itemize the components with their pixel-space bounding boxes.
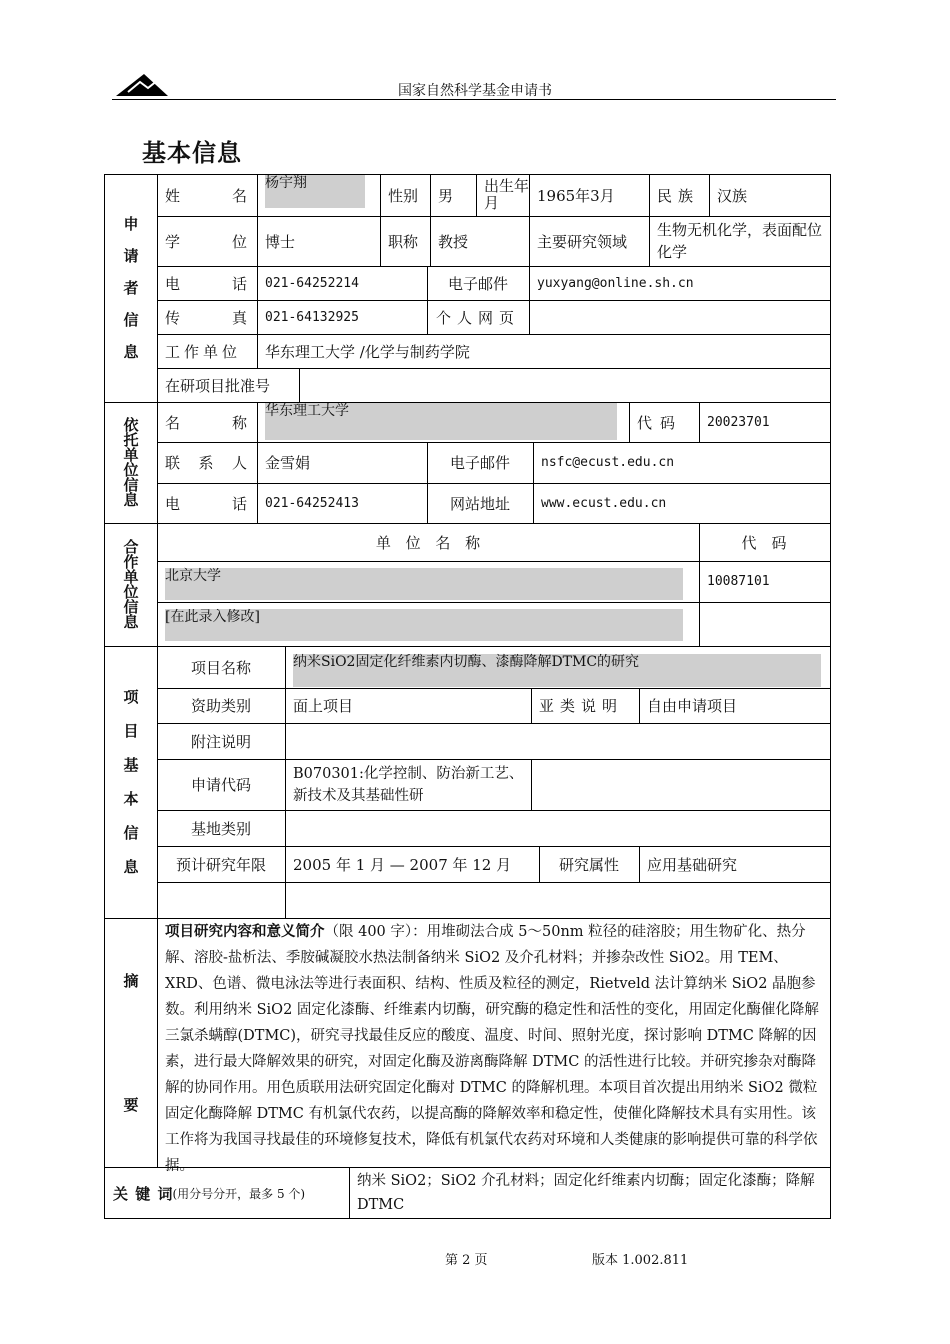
host-email-value[interactable]: nsfc@ecust.edu.cn <box>541 455 675 470</box>
gender-value[interactable]: 男 <box>438 187 454 205</box>
host-phone-value[interactable]: 021-64252413 <box>265 495 359 511</box>
project-name-label: 项目名称 <box>190 659 251 677</box>
keywords-section <box>104 1167 831 1219</box>
partner-unit-section <box>104 523 831 647</box>
abstract-section <box>104 918 831 1174</box>
partner-row-code[interactable] <box>699 602 829 646</box>
host-name-field[interactable]: 华东理工大学 <box>257 403 629 442</box>
apply-code-value[interactable]: B070301:化学控制、防治新工艺、新技术及其基础性研 <box>293 765 524 804</box>
base-type-value[interactable] <box>285 810 829 846</box>
funding-label: 资助类别 <box>190 697 251 715</box>
header-title: 国家自然科学基金申请书 <box>398 83 552 99</box>
period-value[interactable]: 2005 年 1 月 — 2007 年 12 月 <box>293 855 512 874</box>
partner-unit-header: 单 位 名 称 <box>375 534 481 552</box>
host-site-value[interactable]: www.ecust.edu.cn <box>541 495 667 511</box>
degree-value[interactable]: 博士 <box>265 232 296 251</box>
ongoing-project-value[interactable] <box>299 368 829 402</box>
project-side-label: 项 目 基 本 信 息 <box>123 688 139 876</box>
work-unit-label: 工作单位 <box>165 342 242 361</box>
name-label: 姓 名 <box>165 187 247 205</box>
keywords-label: 关 键 词 (用分号分开，最多 5 个) <box>113 1184 306 1203</box>
ethnic-value[interactable]: 汉族 <box>717 187 748 205</box>
abstract-heading: 项目研究内容和意义简介 <box>165 923 325 940</box>
email-value[interactable]: yuxyang@online.sh.cn <box>537 275 694 291</box>
header-divider <box>112 99 836 100</box>
applicant-side-label: 申 请 者 信 息 <box>123 215 139 361</box>
apply-code-label: 申请代码 <box>190 776 251 794</box>
research-attr-label: 研究属性 <box>558 855 619 874</box>
abstract-limit: （限 400 字）： <box>324 924 427 940</box>
homepage-label: 个人网页 <box>435 308 520 327</box>
research-attr-value[interactable]: 应用基础研究 <box>647 855 738 874</box>
host-site-label: 网站地址 <box>449 494 510 513</box>
title-value[interactable]: 教授 <box>438 232 469 251</box>
subtype-value[interactable]: 自由申请项目 <box>647 697 738 715</box>
applicant-name-field[interactable]: 杨宇翔 <box>257 175 381 216</box>
partner-code-header: 代 码 <box>741 534 787 552</box>
note-label: 附注说明 <box>190 732 251 751</box>
host-unit-section <box>104 402 831 524</box>
birth-value[interactable]: 1965年3月 <box>537 187 615 205</box>
host-code-label: 代码 <box>637 414 684 432</box>
funding-value[interactable]: 面上项目 <box>293 697 354 715</box>
birth-label: 出生年月 <box>484 177 529 212</box>
base-type-label: 基地类别 <box>190 819 251 838</box>
ongoing-project-label: 在研项目批准号 <box>165 376 271 395</box>
project-section <box>104 646 831 919</box>
abstract-body[interactable] <box>165 919 829 1179</box>
host-name-label: 名 称 <box>165 414 247 432</box>
fax-label: 传 真 <box>165 308 247 327</box>
fax-value[interactable]: 021-64132925 <box>265 309 359 325</box>
partner-row-name[interactable]: 北京大学 <box>157 561 699 602</box>
nsfc-logo-icon <box>114 70 170 98</box>
homepage-value[interactable] <box>529 300 829 334</box>
phone-label: 电 话 <box>165 274 247 293</box>
title-label: 职称 <box>388 232 419 251</box>
work-unit-value[interactable]: 华东理工大学 /化学与制药学院 <box>265 342 470 361</box>
host-phone-label: 电 话 <box>165 494 247 513</box>
page-title: 基本信息 <box>142 139 242 167</box>
email-label: 电子邮件 <box>447 274 508 293</box>
period-label: 预计研究年限 <box>175 855 266 874</box>
host-contact-value[interactable]: 金雪娟 <box>265 454 311 472</box>
abstract-side-label: 摘 要 <box>123 971 139 1114</box>
host-email-label: 电子邮件 <box>449 454 510 472</box>
host-contact-label: 联 系 人 <box>165 454 247 472</box>
partner-row-name[interactable]: [在此录入修改] <box>157 602 699 646</box>
abstract-text: 用堆砌法合成 5～50nm 粒径的硅溶胶；用生物矿化、热分解、溶胶-盐析法、季胺碱凝胶水热法制备纳米 SiO2 及介孔材料；并掺杂改性 SiO2。用 TEM、XRD、色谱、微电泳法等进行表面积、结构、性质及粒径的测定，Rietveld 法计算纳米 SiO2 晶胞参数。利用纳米 SiO2 固定化漆酶、纤维素内切酶，研究酶的稳定性和活性的变化，用固定化酶催化降解三氯杀螨醇(DTMC)，研究寻找最佳反应的酸度、温度、时间、照射光度，探讨影响 DTMC 降解的因素，进行最大降解效果的研究，对固定化酶及游离酶降解 DTMC 的活性进行比较。并研究掺杂对酶降解的协同作用。用色质联用法研究固定化酶对 DTMC 的降解机理。本项目首次提出用纳米 SiO2 微粒固定化酶降解 DTMC 有机氯代农药，以提高酶的降解效率和稳定性，使催化降解技术具有实用性。该工作将为我国寻找最佳的环境修复技术，降低有机氯代农药对环境和人类健康的影响提供可靠的科学依据。 <box>165 924 819 1174</box>
field-label: 主要研究领域 <box>537 232 628 251</box>
keywords-value[interactable]: 纳米 SiO2；SiO2 介孔材料；固定化纤维素内切酶；固定化漆酶；降解 DTMC <box>357 1173 815 1213</box>
note-value[interactable] <box>285 723 829 759</box>
ethnic-label: 民族 <box>657 187 700 205</box>
gender-label: 性别 <box>388 187 419 205</box>
field-value[interactable]: 生物无机化学，表面配位化学 <box>657 221 823 261</box>
version-label: 版本 1.002.811 <box>592 1253 689 1268</box>
applicant-section <box>104 174 831 403</box>
project-name-field[interactable]: 纳米SiO2固定化纤维素内切酶、漆酶降解DTMC的研究 <box>285 647 829 688</box>
phone-value[interactable]: 021-64252214 <box>265 275 359 291</box>
partner-side-label: 合 作 单 位 信 息 <box>123 538 139 631</box>
host-side-label: 依 托 单 位 信 息 <box>123 416 139 509</box>
subtype-label: 亚类说明 <box>539 697 624 715</box>
degree-label: 学 位 <box>165 232 247 251</box>
partner-row-code[interactable]: 10087101 <box>707 574 770 589</box>
host-code-value[interactable]: 20023701 <box>707 415 770 430</box>
page-number: 第 2 页 <box>445 1253 488 1268</box>
